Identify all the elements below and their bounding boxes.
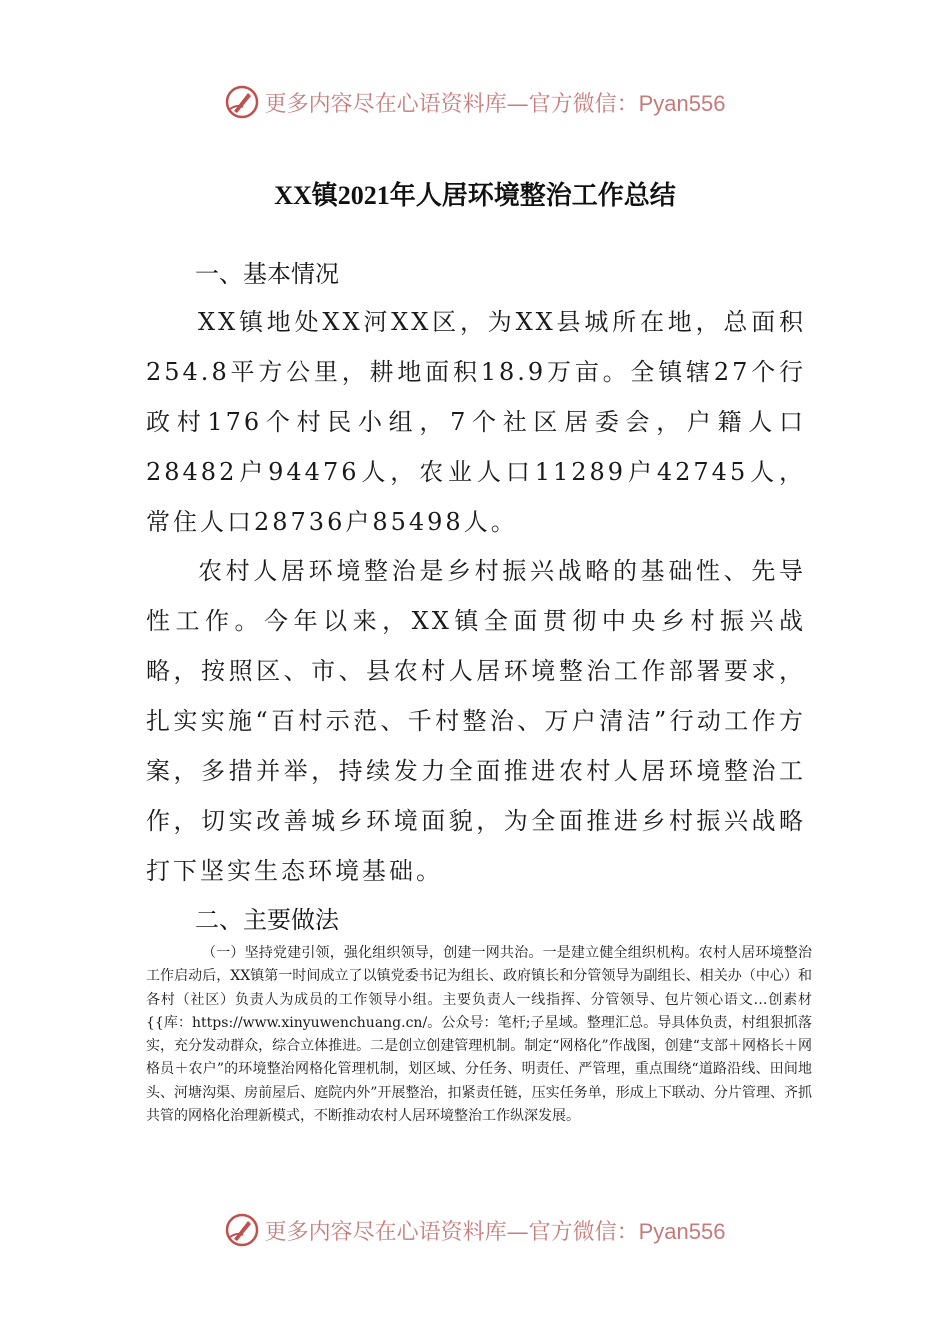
document-title: XX镇2021年人居环境整治工作总结 bbox=[274, 181, 676, 210]
paragraph-overview: 农村人居环境整治是乡村振兴战略的基础性、先导性工作。今年以来，XX镇全面贯彻中央乡村振兴战略，按照区、市、县农村人居环境整治工作部署要求，扎实实施“百村示范、千村整治、万户清洁”行动工作方案，多措并举，持续发力全面推进农村人居环境整治工作，切实改善城乡环境面貌，为全面推进乡村振兴战略打下坚实生态环境基础。 bbox=[146, 557, 806, 885]
watermark-text: 更多内容尽在心语资料库—官方微信：Pyan556 bbox=[264, 90, 726, 117]
watermark-banner-bottom bbox=[0, 1210, 950, 1250]
pen-logo-icon bbox=[225, 1213, 259, 1247]
watermark-text: 更多内容尽在心语资料库—官方微信：Pyan556 bbox=[264, 1218, 726, 1245]
paragraph-basic-info: XX镇地处XX河XX区，为XX县城所在地，总面积254.8平方公里，耕地面积18.9万亩。全镇辖27个行政村176个村民小组，7个社区居委会，户籍人口28482户94476人，农业人口11289户42745人，常住人口28736户85498人。 bbox=[146, 308, 806, 536]
pen-logo-icon bbox=[225, 85, 259, 119]
section-heading-practices: 二、主要做法 bbox=[195, 906, 339, 934]
watermark-banner-top bbox=[0, 82, 950, 122]
paragraph-practices: （一）坚持党建引领，强化组织领导，创建一网共治。一是建立健全组织机构。农村人居环境整治工作启动后，XX镇第一时间成立了以镇党委书记为组长、政府镇长和分管领导为副组长、相关办（中心）和各村（社区）负责人为成员的工作领导小组。主要负责人一线指挥、分管领导、包片领心语文…创素材{{库：https://www.xinyuwenchuang.cn/。公众号：笔杆;子星域。整理汇总。导具体负责，村组狠抓落实，充分发动群众，综合立体推进。二是创立创建管理机制。制定“网格化”作战图，创建“支部＋网格长＋网格员＋农户”的环境整治网格化管理机制，划区域、分任务、明责任、严管理，重点围绕“道路沿线、田间地头、河塘沟渠、房前屋后、庭院内外”开展整治，扣紧责任链，压实任务单，形成上下联动、分片管理、齐抓共管的网格化治理新模式，不断推动农村人居环境整治工作纵深发展。 bbox=[146, 945, 812, 1125]
section-heading-basic: 一、基本情况 bbox=[195, 260, 339, 288]
